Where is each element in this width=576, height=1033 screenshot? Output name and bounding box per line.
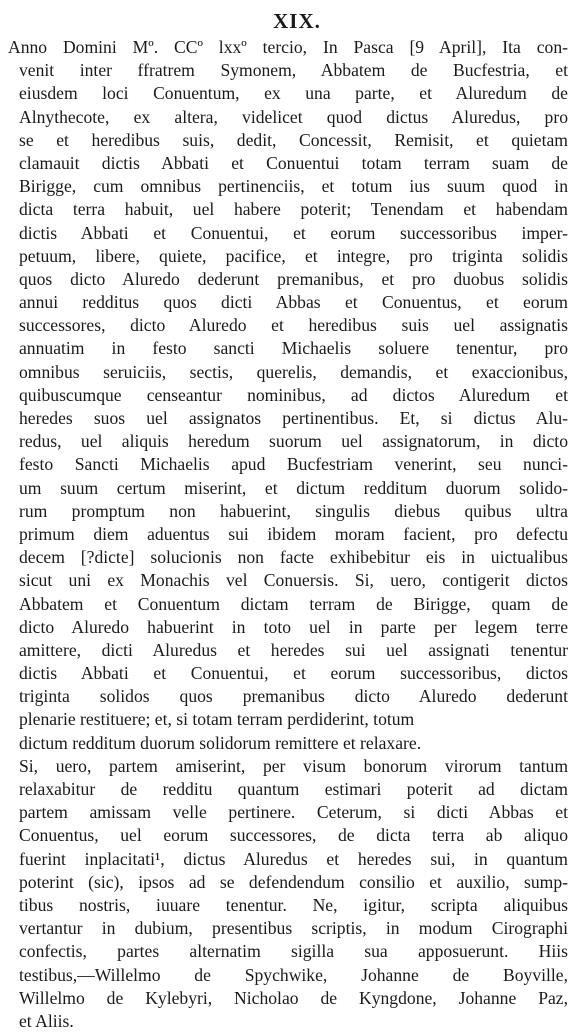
- text-line: dictum redditum duorum solidorum remittere et relaxare.: [19, 732, 422, 753]
- text-line: primum diem aduentus sui ibidem moram facient, pro defectu: [19, 523, 568, 544]
- text-line: quibuscumque censeantur nominibus, ad dictos Aluredum et: [19, 384, 568, 405]
- text-line: plenarie restituere; et, si totam terram perdiderint, totum: [19, 709, 415, 730]
- text-line: fuerint inplacitati¹, dictus Aluredus et heredes sui, in quantum: [19, 848, 568, 869]
- text-line: se et heredibus suis, dedit, Concessit, Remisit, et quietam: [19, 129, 568, 150]
- text-line: annui redditus quos dicti Abbas et Conuentus, et eorum: [19, 292, 568, 313]
- text-line: Alnythecote, ex altera, videlicet quod dictus Aluredus, pro: [19, 106, 568, 127]
- section-heading: XIX.: [273, 9, 321, 33]
- text-line: amittere, dicti Aluredus et heredes sui uel assignati tenentur: [19, 639, 568, 660]
- charter-text: [8, 36, 568, 1033]
- text-line: vertantur in dubium, presentibus scriptis, in modum Cirographi: [19, 918, 568, 939]
- text-line: petuum, libere, quiete, pacifice, et integre, pro triginta solidis: [19, 245, 568, 266]
- text-line: dicta terra habuit, uel habere poterit; Tenendam et habendam: [19, 199, 568, 220]
- text-line: omnibus seruiciis, sectis, querelis, demandis, et exaccionibus,: [19, 361, 568, 382]
- text-line: triginta solidos quos premanibus dicto Aluredo dederunt: [19, 686, 568, 707]
- text-line: sicut uni ex Monachis vel Conuersis. Si, uero, contigerit dictos: [19, 570, 568, 591]
- text-line: annuatim in festo sancti Michaelis soluere tenentur, pro: [19, 338, 568, 359]
- text-line: quos dicto Aluredo dederunt premanibus, et pro duobus solidis: [19, 268, 568, 289]
- text-line: poterint (sic), ipsos ad se defendendum consilio et auxilio, sump-: [19, 871, 568, 892]
- text-line: Conuentus, uel eorum successores, de dicta terra ab aliquo: [19, 825, 568, 846]
- text-line: Willelmo de Kylebyri, Nicholao de Kyngdone, Johanne Paz,: [19, 987, 568, 1008]
- text-line: heredes suos uel assignatos pertinentibus. Et, si dictus Alu-: [19, 408, 568, 428]
- text-line: venit inter ffratrem Symonem, Abbatem de Bucfestria, et: [19, 60, 568, 81]
- text-line: festo Sancti Michaelis apud Bucfestriam venerint, seu nunci-: [19, 454, 568, 475]
- text-line: dicto Aluredo habuerint in toto uel in parte per legem terre: [19, 616, 568, 637]
- text-line: dictis Abbati et Conuentui, et eorum successoribus imper-: [19, 222, 568, 243]
- text-line: Birigge, cum omnibus pertinenciis, et totum ius suum quod in: [19, 176, 568, 197]
- text-line: confectis, partes alternatim sigilla sua apposuerunt. Hiis: [19, 941, 568, 962]
- text-line: clamauit dictis Abbati et Conuentui totam terram suam de: [19, 152, 568, 173]
- text-line: dictis Abbati et Conuentui, et eorum successoribus, dictos: [19, 663, 568, 684]
- text-line: et Aliis.: [19, 1010, 74, 1031]
- text-line: decem [?dicte] solucionis non facte exhibebitur eis in uictualibus: [19, 547, 568, 568]
- text-line: successores, dicto Aluredo et heredibus suis uel assignatis: [19, 315, 568, 336]
- document-page: [8, 6, 568, 1033]
- text-line: Abbatem et Conuentum dictam terram de Birigge, quam de: [19, 593, 568, 614]
- text-line: relaxabitur de redditu quantum estimari poterit ad dictam: [19, 779, 568, 799]
- text-line: eiusdem loci Conuentum, ex una parte, et Aluredum de: [19, 83, 568, 104]
- text-line: Anno Domini Mº. CCº lxxº tercio, In Pasca [9 April], Ita con-: [8, 37, 568, 57]
- text-line: testibus,—Willelmo de Spychwike, Johanne de Boyville,: [19, 964, 568, 985]
- text-line: rum promptum non habuerint, singulis diebus quibus ultra: [19, 500, 568, 521]
- text-line: redus, uel aliquis heredum suorum uel assignatorum, in dicto: [19, 431, 568, 452]
- text-line: tibus nostris, iuuare tenentur. Ne, igitur, scripta aliquibus: [19, 894, 568, 915]
- text-line: Si, uero, partem amiserint, per visum bonorum virorum tantum: [19, 755, 568, 776]
- text-line: partem amissam velle pertinere. Ceterum, si dicti Abbas et: [19, 802, 568, 823]
- text-line: um suum certum miserint, et dictum redditum duorum solido-: [19, 477, 568, 498]
